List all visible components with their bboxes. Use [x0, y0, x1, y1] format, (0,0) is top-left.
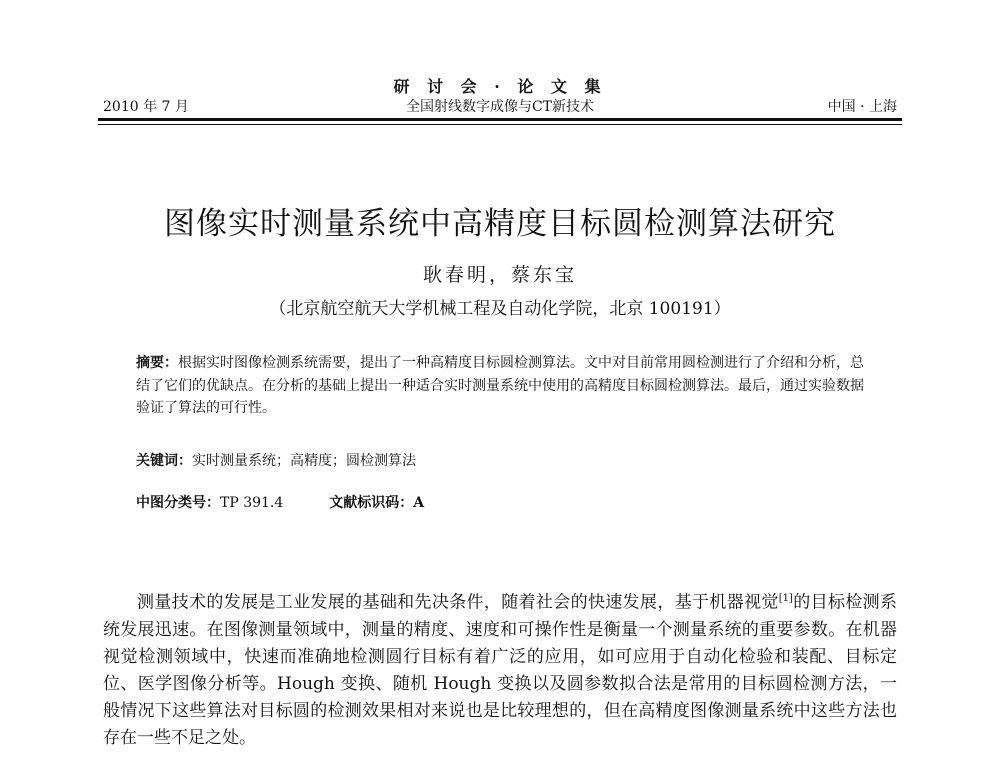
clc-label: 中图分类号：: [136, 495, 220, 511]
doc-code-value: A: [413, 495, 425, 511]
header-rule-thin: [98, 124, 902, 125]
conference-name: 全国射线数字成像与CT新技术: [405, 99, 595, 115]
keywords-label: 关键词：: [136, 453, 192, 469]
paper-title: 图像实时测量系统中高精度目标圆检测算法研究: [164, 206, 836, 242]
doc-code-label: 文献标识码：: [329, 495, 414, 511]
keywords: [136, 450, 416, 470]
header-rule: [98, 118, 902, 121]
series-title: 研 讨 会 · 论 文 集: [393, 77, 607, 96]
abstract: [136, 352, 876, 420]
body-text-end: 的目标检测系统发展迅速。在图像测量领域中，测量的精度、速度和可操作性是衡量一个测量系统的重要参数。在机器视觉检测领域中，快速而准确地检测圆行目标有着广泛的应用，如可应用于自动化检验和装配、目标定位、医学图像分析等。Hough 变换、随机 Hough 变换以及圆参数拟合法是常用的目标圆检测方法，一般情况下这些算法对目标圆的检测效果相对来说也是比较理想的，但在高精度图像测量系统中这些方法也存在一些不足之处。: [103, 592, 898, 748]
header-location: 中国 · 上海: [827, 99, 897, 115]
body-paragraph: [103, 585, 897, 752]
abstract-label: 摘要：: [136, 355, 178, 371]
clc-value: TP 391.4: [220, 495, 284, 511]
paper-affiliation: （北京航空航天大学机械工程及自动化学院，北京 100191）: [269, 299, 731, 319]
abstract-text: 根据实时图像检测系统需要，提出了一种高精度目标圆检测算法。文中对目前常用圆检测进行了介绍和分析，总结了它们的优缺点。在分析的基础上提出一种适合实时测量系统中使用的高精度目标圆检测算法。最后，通过实验数据验证了算法的可行性。: [136, 355, 864, 416]
header-date: 2010 年 7 月: [103, 99, 189, 115]
keywords-text: 实时测量系统；高精度；圆检测算法: [192, 453, 416, 469]
paper-authors: 耿春明，蔡东宝: [422, 264, 577, 286]
body-text-start: 测量技术的发展是工业发展的基础和先决条件，随着社会的快速发展，基于机器视觉: [137, 592, 779, 613]
citation-ref: [1]: [778, 593, 793, 604]
classification: [136, 492, 424, 512]
